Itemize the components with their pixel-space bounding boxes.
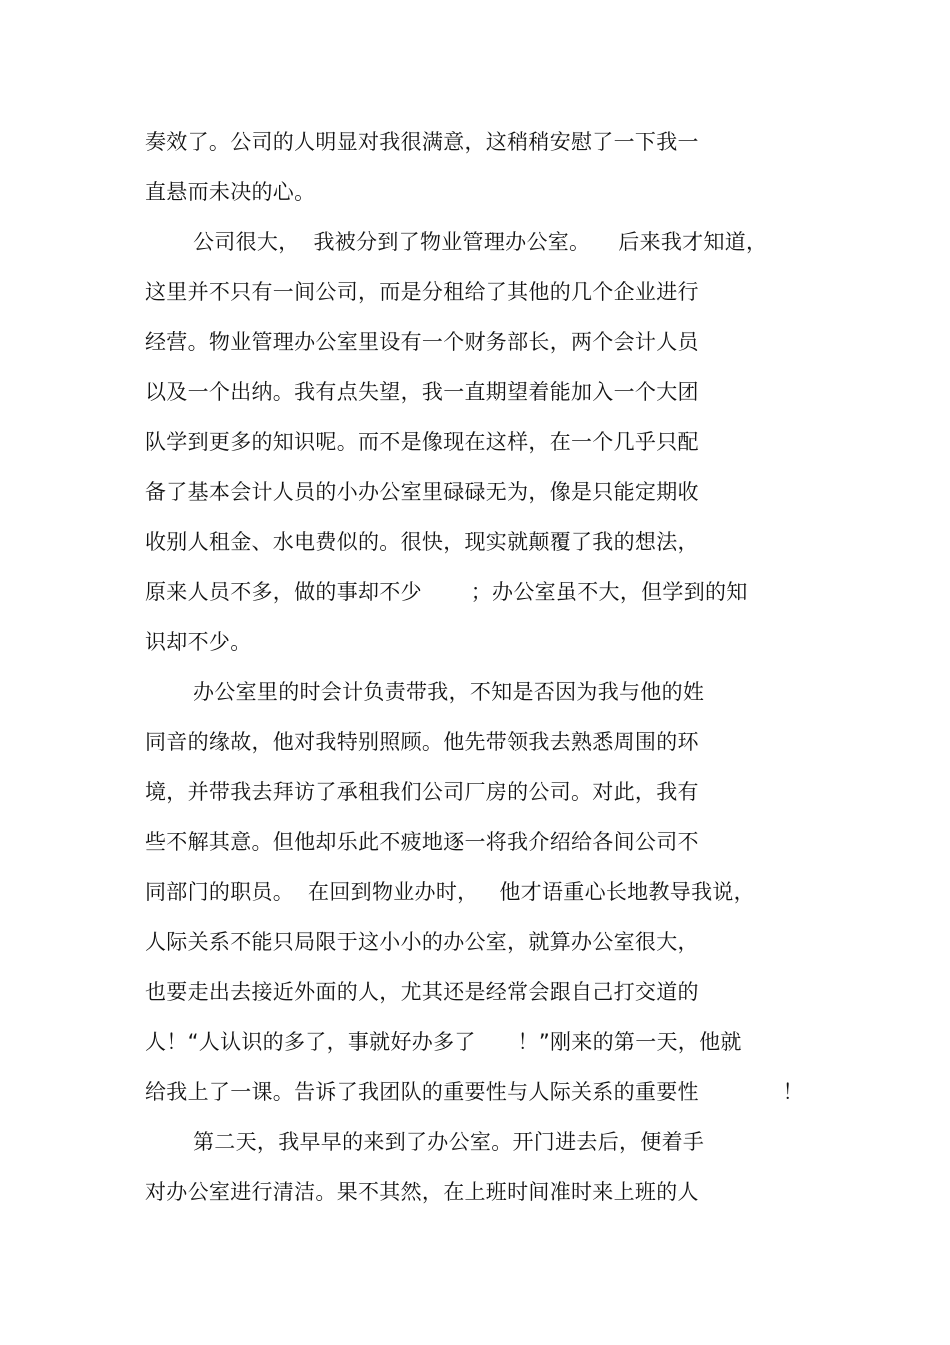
text-line: 这里并不只有一间公司，而是分租给了其他的几个企业进行 <box>145 280 699 304</box>
paragraph-start-line: 公司很大， 我被分到了物业管理办公室。 后来我才知道， <box>193 230 768 254</box>
text-line: 人！“人认识的多了，事就好办多了 ！”刚来的第一天，他就 <box>145 1030 742 1054</box>
text-line: 对办公室进行清洁。果不其然，在上班时间准时来上班的人 <box>145 1180 699 1204</box>
text-line: 以及一个出纳。我有点失望，我一直期望着能加入一个大团 <box>145 380 699 404</box>
text-line: 队学到更多的知识呢。而不是像现在这样，在一个几乎只配 <box>145 430 699 454</box>
text-line: 境，并带我去拜访了承租我们公司厂房的公司。对此，我有 <box>145 780 699 804</box>
text-line: 直悬而未决的心。 <box>145 180 316 204</box>
text-line: 备了基本会计人员的小办公室里碌碌无为，像是只能定期收 <box>145 480 699 504</box>
text-line: 些不解其意。但他却乐此不疲地逐一将我介绍给各间公司不 <box>145 830 699 854</box>
paragraph-start-line: 办公室里的时会计负责带我，不知是否因为我与他的姓 <box>193 680 705 704</box>
paragraph-start-line: 第二天，我早早的来到了办公室。开门进去后，便着手 <box>193 1130 705 1154</box>
text-line: 也要走出去接近外面的人，尤其还是经常会跟自己打交道的 <box>145 980 699 1004</box>
text-line: 给我上了一课。告诉了我团队的重要性与人际关系的重要性 ！ <box>145 1080 804 1104</box>
text-line: 同部门的职员。 在回到物业办时， 他才语重心长地教导我说， <box>145 880 755 904</box>
text-line: 识却不少。 <box>145 630 252 654</box>
text-line: 收别人租金、水电费似的。很快，现实就颠覆了我的想法， <box>145 530 699 554</box>
text-line: 奏效了。公司的人明显对我很满意，这稍稍安慰了一下我一 <box>145 130 699 154</box>
text-line: 经营。物业管理办公室里设有一个财务部长，两个会计人员 <box>145 330 699 354</box>
text-line: 同音的缘故，他对我特别照顾。他先带领我去熟悉周围的环 <box>145 730 699 754</box>
text-line: 人际关系不能只局限于这小小的办公室，就算办公室很大， <box>145 930 699 954</box>
text-line: 原来人员不多，做的事却不少 ；办公室虽不大，但学到的知 <box>145 580 748 604</box>
